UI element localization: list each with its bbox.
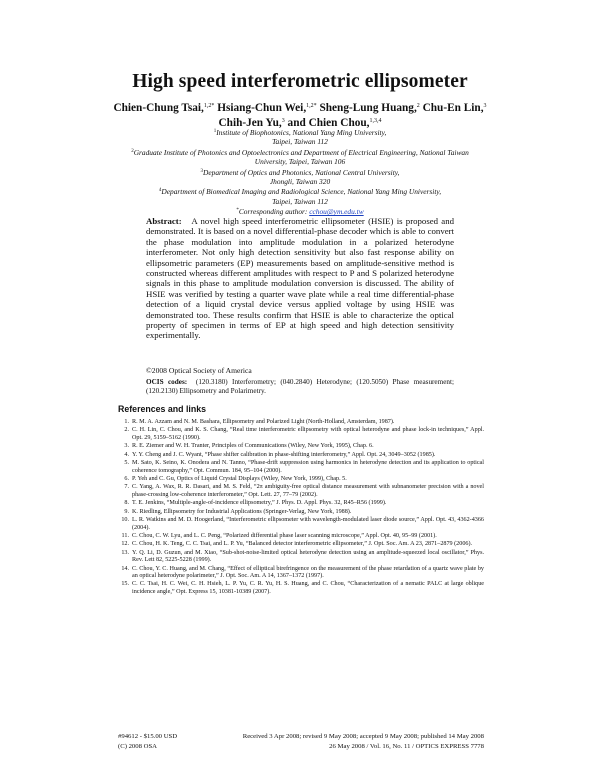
reference-number: 13.	[121, 549, 129, 556]
corresponding-label: Corresponding author:	[238, 207, 310, 217]
reference-item	[118, 509, 484, 517]
affil-text: Department of Biomedical Imaging and Radiological Science, National Yang Ming University,	[161, 187, 442, 197]
reference-item	[118, 581, 484, 596]
reference-text: C. C. Tsai, H. C. Wei, C. H. Hsieh, L. P. Yu, C. R. Yu, H. S. Huang, and C. Chou, “Characterization of a nematic PALC at large oblique incidence angle,” Opt. Express 15, 10381-10389 (2007).	[132, 581, 484, 595]
reference-text: C. Chou, H. K. Teng, C. C. Tsai, and L. P. Yu, “Balanced detector interferometric ellipsometer,” J. Opt. Soc. Am. A 23, 2871–2879 (2006).	[132, 541, 473, 548]
reference-number: 5.	[124, 460, 129, 467]
reference-item	[118, 476, 484, 484]
reference-number: 4.	[124, 451, 129, 458]
reference-number: 9.	[124, 508, 129, 515]
author-affil-mark: 1,2*	[306, 103, 317, 109]
footer-copyright: (C) 2008 OSA	[118, 743, 158, 750]
affiliations	[95, 127, 505, 217]
reference-number: 15.	[121, 581, 129, 588]
reference-number: 14.	[121, 565, 129, 572]
reference-item	[118, 517, 484, 532]
reference-number: 10.	[121, 517, 129, 524]
affil-text: Institute of Biophotonics, National Yang Ming University,	[216, 128, 387, 137]
references-heading: References and links	[118, 404, 207, 414]
affil-text: Department of Optics and Photonics, National Central University,	[203, 167, 400, 177]
footer-price: #94612 - $15.00 USD	[118, 733, 178, 740]
affil-mark: 2	[131, 148, 134, 154]
reference-item	[118, 566, 484, 581]
affil-mark: 4	[158, 188, 162, 194]
author-list	[90, 100, 510, 130]
reference-text: C. Chou, C. W. Lyu, and L. C. Peng, “Polarized differential phase laser scanning microscope,” Appl. Opt. 40, 95–99 (2001).	[132, 532, 437, 539]
author-affil-mark: 1,2*	[203, 103, 215, 109]
reference-text: R. E. Ziemer and W. H. Tranter, Principles of Communications (Wiley, New York, 1995), Chap. 6.	[132, 443, 374, 450]
reference-text: Y. Q. Li, D. Guzun, and M. Xiao, “Sub-shot-noise-limited optical heterodyne detection using an amplitude-squeezed local oscillator,” Phys. Rev. Lett 82, 5225-5228 (1999).	[132, 549, 484, 564]
author-name: and Chien Chou,	[284, 117, 370, 129]
author-name: Chien-Chung Tsai,	[113, 102, 204, 114]
reference-number: 11.	[121, 532, 129, 539]
affil-mark: 1	[213, 129, 217, 134]
reference-text: C. Chou, Y. C. Huang, and M. Chang, “Effect of elliptical birefringence on the measurement of the phase retardation of a quartz wave plate by an optical heterodyne polarimeter,” J. Opt. Soc. Am. A 14, 1367–1372 (1997).	[132, 565, 484, 580]
email-link[interactable]: cchou@ym.edu.tw	[309, 207, 364, 217]
reference-text: C. H. Lin, C. Chou, and K. S. Chang, “Real time interferometric ellipsometry with optical heterodyne and phase lock-in techniques,” Appl. Opt. 29, 5159–5162 (1990).	[132, 427, 484, 441]
ocis-label: OCIS codes:	[146, 378, 188, 386]
abstract-label: Abstract:	[146, 216, 182, 226]
affiliation-2-cont: University, Taipei, Taiwan 106	[254, 157, 346, 167]
reference-item	[118, 533, 484, 541]
affiliation-3-cont: Jhongli, Taiwan 320	[269, 177, 331, 187]
reference-number: 12.	[121, 541, 129, 548]
reference-item	[118, 460, 484, 475]
affiliation-4	[95, 186, 505, 196]
reference-item	[118, 500, 484, 508]
author-line-1	[90, 100, 510, 115]
reference-text: M. Sato, K. Seino, K. Onodera and N. Tanno, “Phase-drift suppression using harmonics in heterodyne detection and its application to optical coherence tomography,” Opt. Commun. 184, 95–104 (2000).	[132, 460, 484, 474]
reference-item	[118, 550, 484, 565]
footer-journal: 26 May 2008 / Vol. 16, No. 11 / OPTICS EXPRESS 7778	[329, 743, 484, 750]
author-affil-mark: 3	[281, 118, 285, 124]
reference-text: Y. Y. Cheng and J. C. Wyant, “Phase shifter calibration in phase-shifting interferometry,” Appl. Opt. 24, 3049–3052 (1985).	[132, 451, 436, 458]
reference-item	[118, 419, 484, 427]
abstract	[146, 216, 454, 341]
reference-number: 3.	[124, 443, 129, 450]
affiliation-3	[95, 167, 505, 177]
reference-item	[118, 427, 484, 442]
affil-mark: 3	[200, 168, 204, 174]
reference-item	[118, 541, 484, 549]
copyright-notice: ©2008 Optical Society of America	[146, 366, 252, 375]
affiliation-1-cont: Taipei, Taiwan 112	[272, 137, 328, 147]
author-name: Hsiang-Chun Wei,	[214, 102, 307, 114]
footer-dates: Received 3 Apr 2008; revised 9 May 2008; accepted 9 May 2008; published 14 May 2008	[242, 733, 484, 740]
author-affil-mark: 2	[416, 103, 420, 109]
reference-number: 7.	[124, 484, 129, 491]
reference-number: 2.	[124, 427, 129, 434]
reference-list	[118, 419, 484, 597]
reference-item	[118, 452, 484, 460]
ocis-text: (120.3180) Interferometry; (040.2840) Heterodyne; (120.5050) Phase measurement; (120.2130) Ellipsometry and Polarimetry.	[146, 378, 454, 395]
affil-text: Graduate Institute of Photonics and Optoelectronics and Department of Electrical Engineering, National Taiwan	[133, 147, 469, 157]
abstract-text: A novel high speed interferometric ellipsometer (HSIE) is proposed and demonstrated. It is based on a novel differential-phase decoder which is able to convert the phase modulation into amplitude modulation in a polarized heterodyne interferometer. Not only high detection sensitivity but also fast response ability on ellipsometric parameters (EP) measurements based on amplitude-sensitive method is constructed whereas different amplitudes with respect to P and S polarized heterodyne signals in this phase to amplitude modulation conversion is discussed. The ability of HSIE was verified by testing a quarter wave plate while a real time differential-phase detection of a liquid crystal device versus applied voltage by using HSIE was demonstrated too. These results confirm that HSIE is able to characterize the optical property of specimen in terms of EP at high speed and high detection sensitivity experimentally.	[146, 216, 454, 341]
corresponding-mark: *	[236, 208, 239, 214]
affiliation-4-cont: Taipei, Taiwan 112	[272, 196, 328, 206]
ocis-codes	[146, 378, 454, 396]
author-name: Sheng-Lung Huang,	[316, 102, 417, 114]
reference-number: 8.	[124, 500, 129, 507]
reference-number: 1.	[124, 419, 129, 425]
author-name: Chu-En Lin,	[419, 102, 484, 114]
author-name: Chih-Jen Yu,	[218, 117, 282, 129]
affiliation-1	[95, 127, 505, 137]
reference-item	[118, 484, 484, 499]
affiliation-2	[95, 147, 505, 157]
reference-text: T. E. Jenkins, “Multiple-angle-of-incidence ellipsometry,” J. Phys. D. Appl. Phys. 32, R45–R56 (1999).	[132, 500, 387, 507]
reference-text: R. M. A. Azzam and N. M. Bashara, Ellipsometry and Polarized Light (North-Holland, Amsterdam, 1987).	[132, 419, 395, 425]
reference-text: K. Riedling, Ellipsometry for Industrial Applications (Springer-Verlag, New York, 1988).	[132, 508, 352, 515]
reference-text: P. Yeh and C. Gu, Optics of Liquid Crystal Displays (Wiley, New York, 1999), Chap. 5.	[132, 475, 347, 482]
author-affil-mark: 1,3,4	[369, 118, 382, 124]
reference-text: C. Yang, A. Wax, R. R. Dasari, and M. S. Feld, “2π ambiguity-free optical distance measurement with subnanometer precision with a novel phase-crossing low-coherence interferometer,” Opt. Lett. 27, 77–79 (2002).	[132, 484, 484, 498]
reference-item	[118, 443, 484, 451]
author-affil-mark: 3	[483, 103, 487, 109]
reference-text: L. R. Watkins and M. D. Hoogerland, “Interferometric ellipsometer with wavelength-modulated laser diode source,” Appl. Opt. 43, 4362-4366 (2004).	[132, 517, 484, 531]
paper-title: High speed interferometric ellipsometer	[132, 71, 468, 92]
reference-number: 6.	[124, 475, 129, 482]
